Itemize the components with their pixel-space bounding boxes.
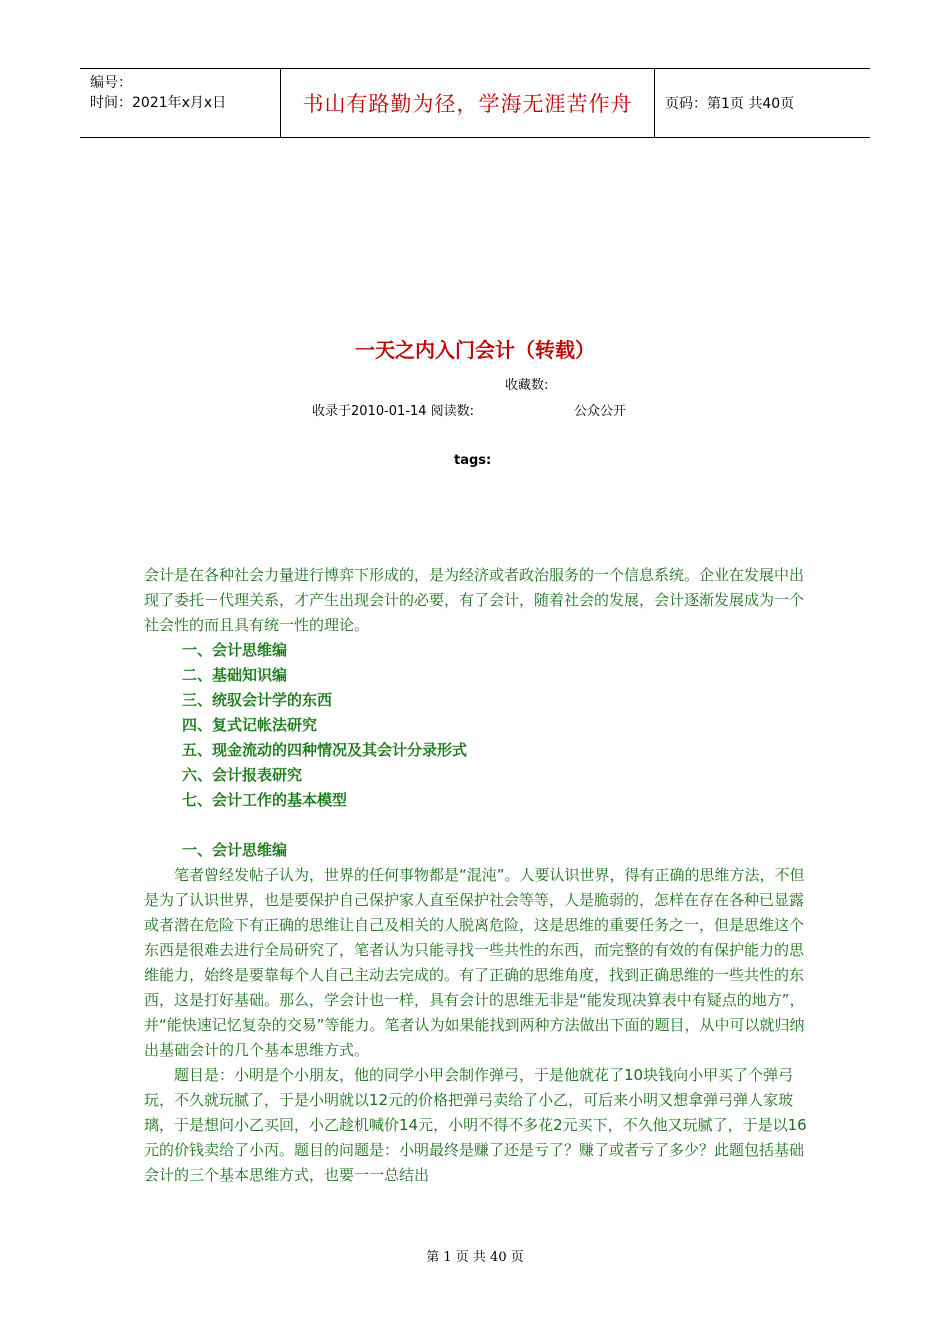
header-table xyxy=(80,68,870,138)
article-body xyxy=(144,563,809,1188)
article-title: 一天之内入门会计（转载） xyxy=(355,338,595,362)
favorites-count: 收藏数: xyxy=(505,378,549,393)
document-number-label: 编号： xyxy=(90,75,132,91)
header-page-cell xyxy=(655,69,870,137)
document-time-label: 时间：2021年x月x日 xyxy=(90,95,227,111)
toc-item[interactable]: 二、基础知识编 xyxy=(182,666,288,684)
body-paragraph: 笔者曾经发帖子认为，世界的任何事物都是“混沌”。人要认识世界，得有正确的思维方法，不但是为了认识世界，也是要保护自己保护家人直至保护社会等等，人是脆弱的，怎样在存在各种已显露或者潜在危险下有正确的思维让自己及相关的人脱离危险，这是思维的重要任务之一，但是思维这个东西是很难去进行全局研究了，笔者认为只能寻找一些共性的东西，而完整的有效的有保护能力的思维能力，始终是要靠每个人自己主动去完成的。有了正确的思维角度，找到正确思维的一些共性的东西，这是打好基础。那么，学会计也一样，具有会计的思维无非是“能发现决算表中有疑点的地方”，并“能快速记忆复杂的交易”等能力。笔者认为如果能找到两种方法做出下面的题目，从中可以就归纳出基础会计的几个基本思维方式。 xyxy=(144,866,805,1059)
toc-item[interactable]: 六、会计报表研究 xyxy=(182,766,303,784)
toc-item[interactable]: 五、现金流动的四种情况及其会计分录形式 xyxy=(182,741,468,759)
header-page-info: 页码：第1页 共40页 xyxy=(665,96,795,112)
header-left-cell xyxy=(80,69,281,137)
recorded-date: 收录于2010-01-14 阅读数: xyxy=(312,404,475,419)
toc-item[interactable]: 三、统驭会计学的东西 xyxy=(182,691,333,709)
toc-item[interactable]: 一、会计思维编 xyxy=(182,641,288,659)
header-motto-cell xyxy=(281,69,655,137)
toc-item[interactable]: 四、复式记帐法研究 xyxy=(182,716,318,734)
intro-paragraph: 会计是在各种社会力量进行博弈下形成的，是为经济或者政治服务的一个信息系统。企业在发展中出现了委托－代理关系，才产生出现会计的必要，有了会计，随着社会的发展，会计逐渐发展成为一个社会性的而且具有统一性的理论。 xyxy=(144,566,805,634)
table-of-contents xyxy=(144,638,809,813)
body-paragraph: 题目是：小明是个小朋友，他的同学小甲会制作弹弓，于是他就花了10块钱向小甲买了个弹弓玩，不久就玩腻了，于是小明就以12元的价格把弹弓卖给了小乙，可后来小明又想拿弹弓弹人家玻璃，于是想问小乙买回，小乙趁机喊价14元，小明不得不多花2元买下，不久他又玩腻了，于是以16元的价钱卖给了小丙。题目的问题是：小明最终是赚了还是亏了？赚了或者亏了多少？此题包括基础会计的三个基本思维方式，也要一一总结出 xyxy=(144,1066,807,1184)
visibility-label: 公众公开 xyxy=(574,404,627,419)
section-heading: 一、会计思维编 xyxy=(182,841,288,859)
tags-label: tags: xyxy=(454,453,492,468)
toc-item[interactable]: 七、会计工作的基本模型 xyxy=(182,791,348,809)
page-footer: 第 1 页 共 40 页 xyxy=(426,1250,524,1265)
header-motto: 书山有路勤为径，学海无涯苦作舟 xyxy=(302,92,633,116)
